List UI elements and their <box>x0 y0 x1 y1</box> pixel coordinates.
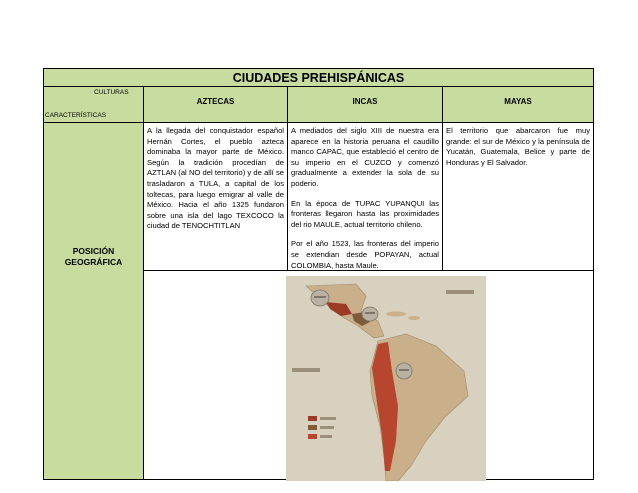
incas-paragraph-2: En la época de TUPAC YUPANQUI las fronteras llegaron hasta las proximidades del rio MAULE, actual territorio chileno. <box>291 198 439 229</box>
stone-head-icon <box>311 290 329 306</box>
map-legend <box>308 416 336 439</box>
corner-header <box>43 86 144 123</box>
map-cell <box>143 270 594 480</box>
column-header-incas: INCAS <box>287 86 443 123</box>
row-label-cell <box>43 122 144 480</box>
stone-head-icon <box>362 307 378 321</box>
cell-aztecas <box>143 122 288 271</box>
characteristics-table <box>43 68 594 480</box>
aztecas-text: A la llegada del conquistador español Hernán Cortes, el pueblo azteca dominaba la mayor parte de México. Según la tradición procedían de AZTLAN (al NO del territorio) y de allí se trasladaron a TULA, a capital de los toltecas, para luego emigrar al valle de México. Hacia el año 1325 fundaron sobre una isla del lago TEXCOCO la ciudad de TENOCHTITLAN <box>147 126 284 231</box>
table-title: CIUDADES PREHISPÁNICAS <box>43 68 594 87</box>
incas-paragraph-3: Por el año 1523, las fronteras del imperio se extendian desde POPAYAN, actual COLOMBIA, hasta Maule. <box>291 239 439 270</box>
stone-head-icon <box>396 363 412 379</box>
column-header-mayas: MAYAS <box>442 86 594 123</box>
row-label: POSICIÓN GEOGRÁFICA <box>64 246 123 267</box>
incas-paragraph-1: A mediados del siglo XIII de nuestra era aparece en la historia peruana el caudillo manco CAPAC, que estableció el centro de su imperio en el CUZCO y comenzó gradualmente a extender la sola de su poderio. <box>291 126 439 188</box>
corner-label-cultures: CULTURAS <box>94 89 129 96</box>
americas-map-image <box>286 276 486 481</box>
column-header-aztecas: AZTECAS <box>143 86 288 123</box>
cell-mayas <box>442 122 594 271</box>
corner-label-characteristics: CARACTERÍSTICAS <box>45 112 107 119</box>
mayas-text: El territorio que abarcaron fue muy grande: el sur de México y la península de Yucatán, Guatemala, Belice y parte de Honduras y El Salvador. <box>446 126 590 167</box>
cell-incas <box>287 122 443 271</box>
